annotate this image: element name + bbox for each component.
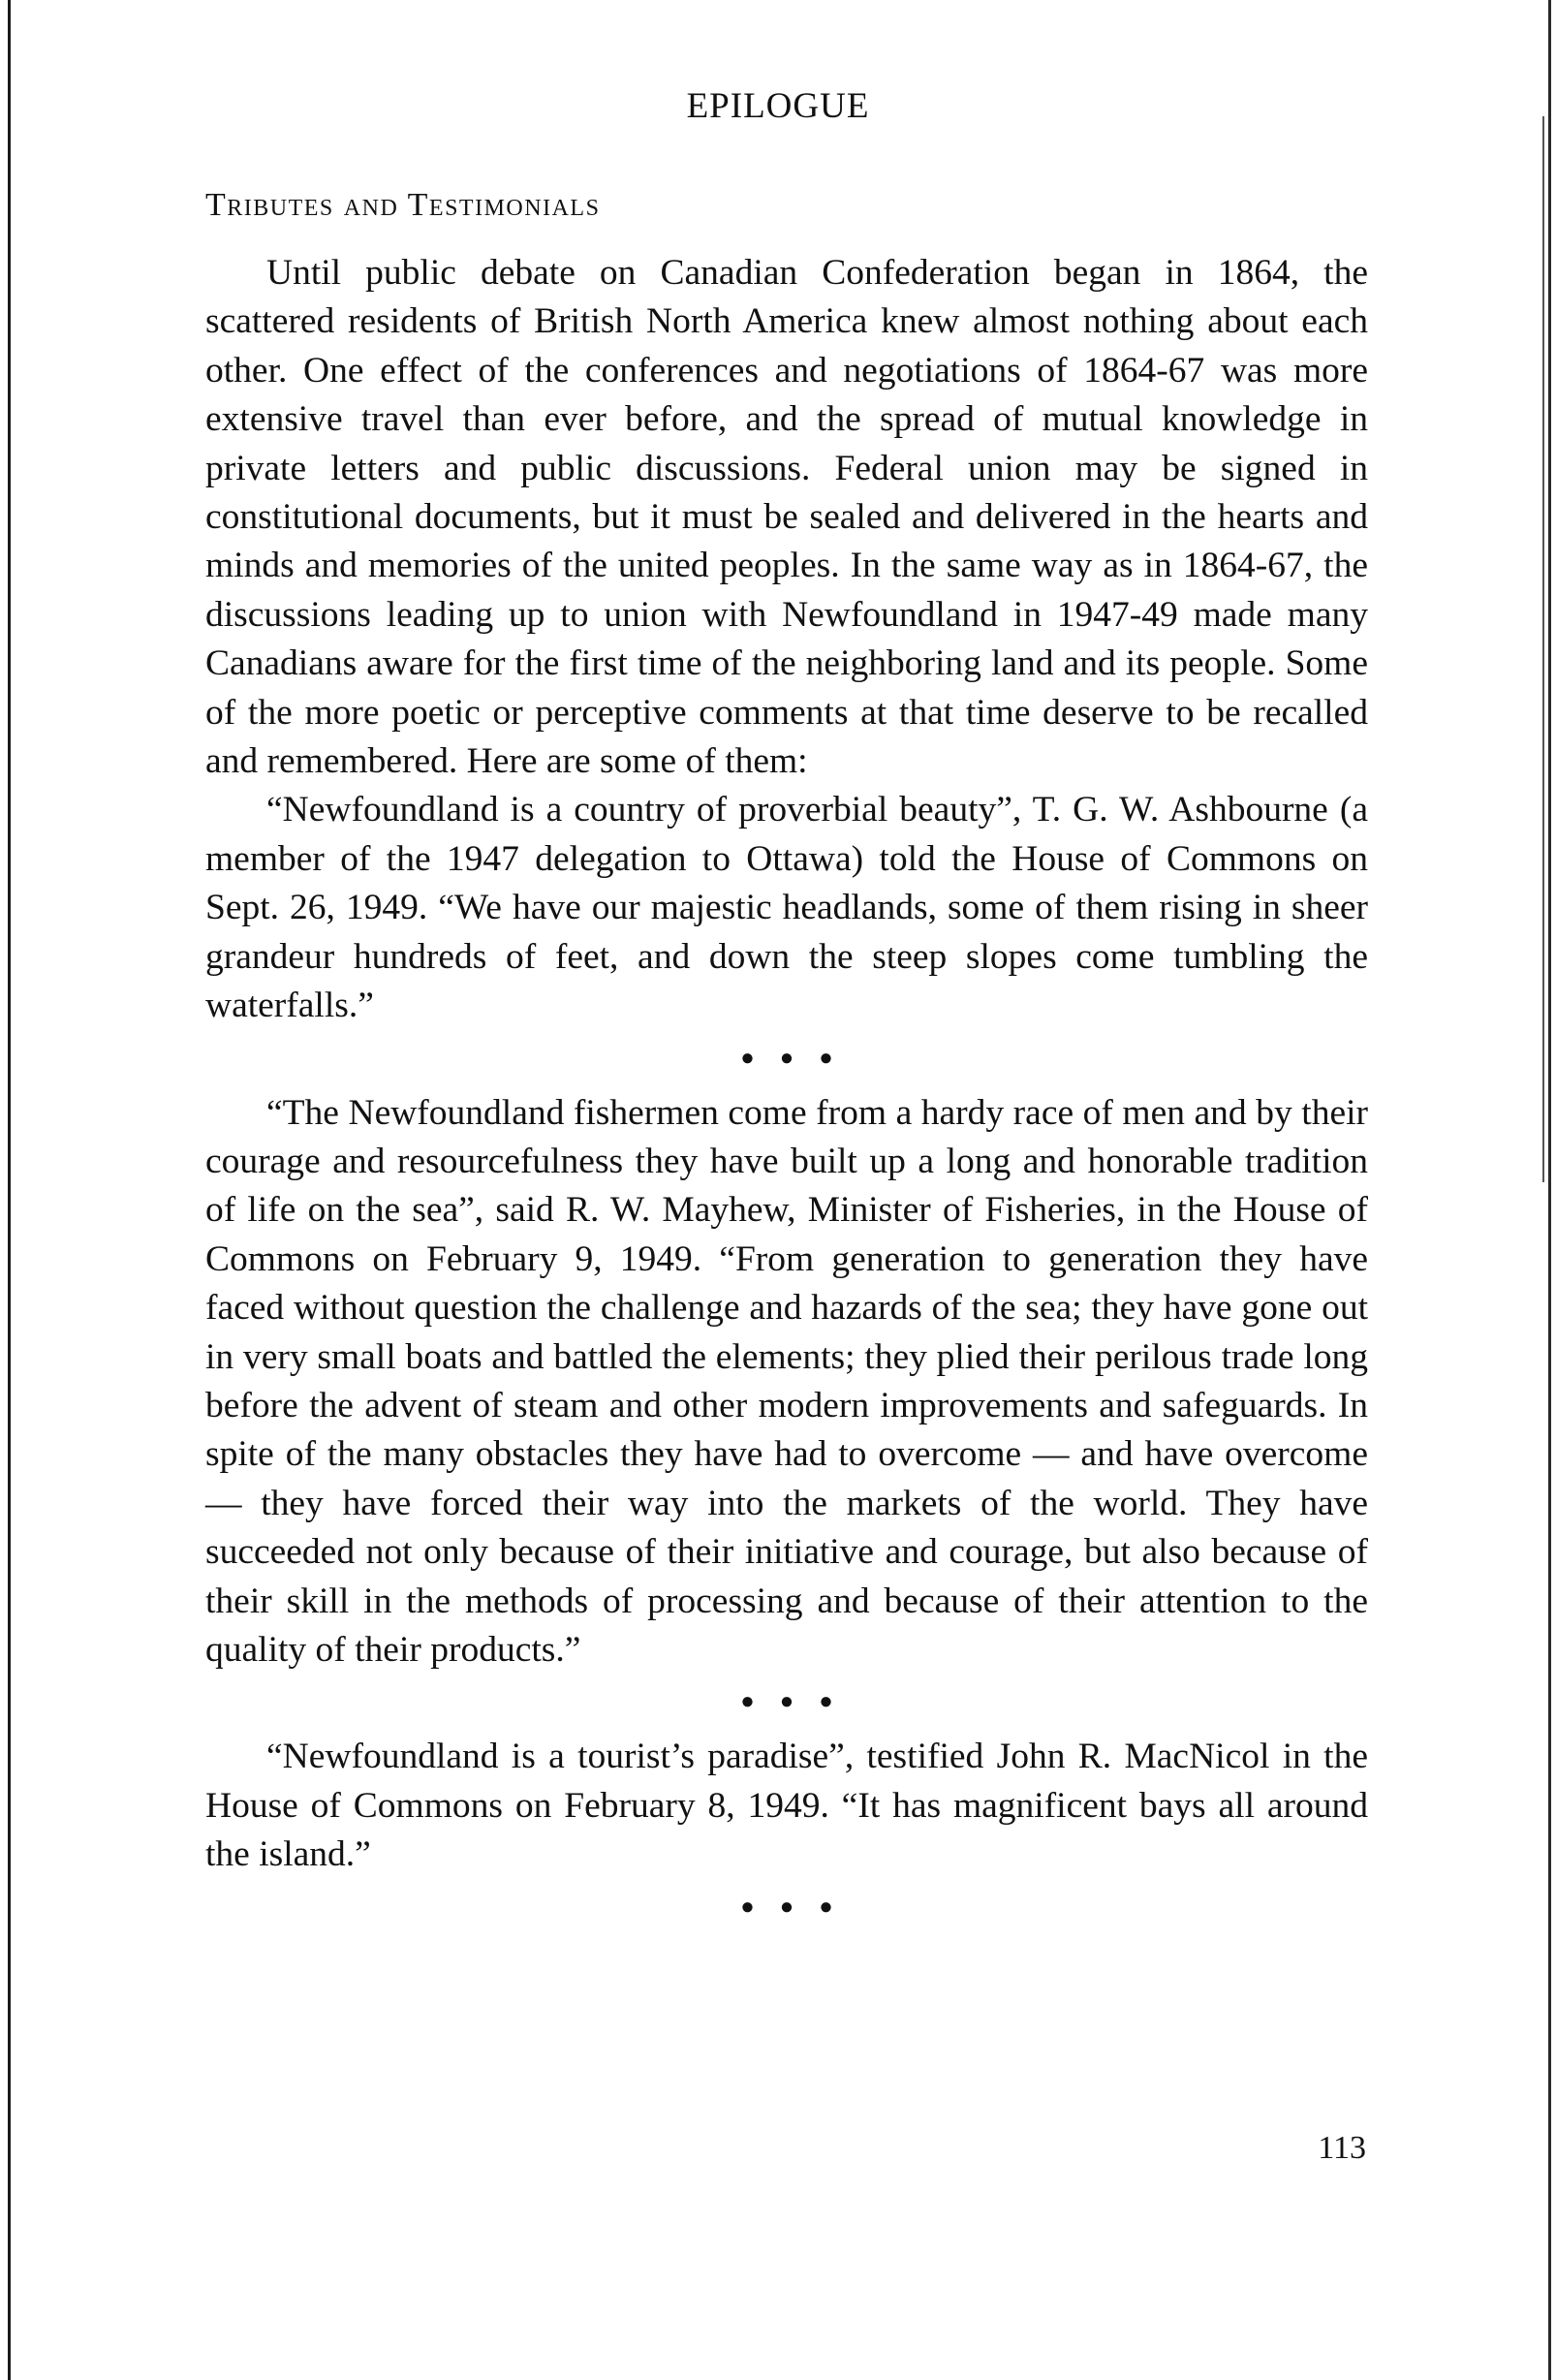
- section-separator: ●●●: [740, 1045, 858, 1071]
- paragraph-mayhew-quote: “The Newfoundland fishermen come from a hardy race of men and by their courage and resourcefulness they have built up a long and honorable tradition of life on the sea”, said R. W. Mayhew, Minister of Fisheries, in the House of Commons on February 9, 1949. “From generation to generation they have faced without question the challenge and hazards of the sea; they have gone out in very small boats and battled the elements; they plied their perilous trade long before the advent of steam and other modern improvements and safeguards. In spite of the many obstacles they have had to overcome — and have overcome — they have forced their way into the markets of the world. They have succeeded not only because of their initiative and courage, but also because of their skill in the methods of processing and because of their attention to the quality of their products.”: [205, 1092, 1368, 1670]
- section-separator: ●●●: [740, 1894, 858, 1920]
- page-number: 113: [1318, 2130, 1366, 2166]
- paragraph-intro: Until public debate on Canadian Confederation began in 1864, the scattered residents of British North America knew almost nothing about each other. One effect of the conferences and negotiations of 1864-67 was more extensive travel than ever before, and the spread of mutual knowledge in private letters and public discussions. Federal union may be signed in constitutional documents, but it must be sealed and delivered in the hearts and minds and memories of the united peoples. In the same way as in 1864-67, the discussions leading up to union with Newfoundland in 1947-49 made many Canadians aware for the first time of the neighboring land and its people. Some of the more poetic or perceptive comments at that time deserve to be recalled and remembered. Here are some of them:: [205, 253, 1368, 782]
- body-text: [205, 249, 1368, 1938]
- paragraph-macnicol-quote: “Newfoundland is a tourist’s paradise”, testified John R. MacNicol in the House of Commons on February 8, 1949. “It has magnificent bays all around the island.”: [205, 1737, 1368, 1875]
- page-edge-right-inner: [1542, 116, 1544, 1182]
- running-header: EPILOGUE: [686, 86, 870, 126]
- page-edge-left: [8, 0, 11, 2380]
- page-edge-right: [1548, 0, 1551, 2380]
- section-title: Tributes and Testimonials: [205, 187, 601, 223]
- paragraph-ashbourne-quote: “Newfoundland is a country of proverbial beauty”, T. G. W. Ashbourne (a member of the 1947 delegation to Ottawa) told the House of Commons on Sept. 26, 1949. “We have our majestic headlands, some of them rising in sheer grandeur hundreds of feet, and down the steep slopes come tumbling the waterfalls.”: [205, 790, 1368, 1026]
- section-separator: ●●●: [740, 1689, 858, 1715]
